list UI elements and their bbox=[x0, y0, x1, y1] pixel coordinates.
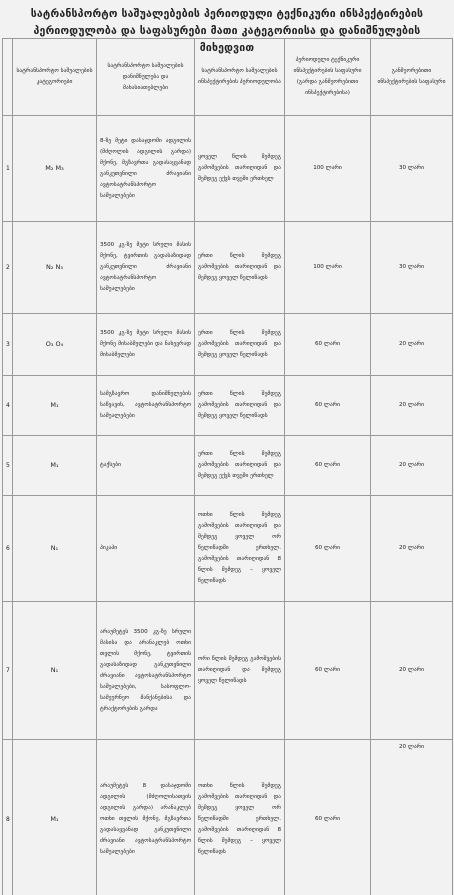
row-period: ორი წლის შემდეგ გამოშვების თარიღიდან და შემდეგ ყოველ წელიწადს bbox=[195, 602, 285, 740]
row-reinspection-fee: 20 ლარი bbox=[371, 376, 453, 436]
row-description: 8-ზე მეტი დასაჯდომი ადგილის (მძღოლის ადგილის გარდა) მქონე, მგზავრთა გადასაყვანად განკუთვნილი ძრავიანი ავტოსატრანსპორტო საშუალებები bbox=[97, 116, 195, 222]
row-period: ოთხი წლის შემდეგ გამოშვების თარიღიდან და შემდეგ ყოველ ორ წელიწადში ერთხელ. გამოშვების თარიღიდან 8 წლის შემდეგ – ყოველ წელიწადს bbox=[195, 740, 285, 895]
header-number bbox=[3, 39, 13, 116]
row-reinspection-fee-value: 20 ლარი bbox=[398, 744, 425, 750]
table-row bbox=[3, 602, 453, 740]
row-period: ერთი წლის შემდეგ გამოშვების თარიღიდან და შემდეგ ყოველ წელიწადს bbox=[195, 376, 285, 436]
row-number: 2 bbox=[3, 222, 13, 314]
row-category: N₂ N₃ bbox=[13, 222, 97, 314]
row-number: 7 bbox=[3, 602, 13, 740]
title-line-1: სატრანსპორტო საშუალებების პერიოდული ტექნიკური ინსპექტირების bbox=[30, 8, 424, 20]
row-number: 6 bbox=[3, 496, 13, 602]
row-number: 5 bbox=[3, 436, 13, 496]
row-category: M₁ bbox=[13, 376, 97, 436]
header-category: სატრანსპორტო საშუალების კატეგორიები bbox=[13, 39, 97, 116]
row-reinspection-fee bbox=[371, 740, 453, 895]
table-row bbox=[3, 496, 453, 602]
row-fee: 60 ლარი bbox=[285, 376, 371, 436]
row-number: 4 bbox=[3, 376, 13, 436]
row-period: ერთი წლის შემდეგ გამოშვების თარიღიდან და შემდეგ ყოველ წელიწადს bbox=[195, 314, 285, 376]
row-category: M₁ bbox=[13, 740, 97, 895]
header-fee: პერიოდული ტექნიკური ინსპექტირების საფასური (გარდა განმეორებითი ინსპექტირებისა) bbox=[285, 39, 371, 116]
table-row bbox=[3, 116, 453, 222]
row-reinspection-fee: 20 ლარი bbox=[371, 602, 453, 740]
title-line-2: პერიოდულობა და საფასურები მათი კატეგორიისა და დანიშნულების მიხედვით bbox=[33, 25, 421, 54]
row-reinspection-fee: 20 ლარი bbox=[371, 496, 453, 602]
row-fee: 100 ლარი bbox=[285, 222, 371, 314]
row-description: სამგზავრო დანიშნულების საწვავის, ავტოსატრანსპორტო საშუალებები bbox=[97, 376, 195, 436]
row-period: ერთი წლის შემდეგ გამოშვების თარიღიდან და შემდეგ ყოველ წელიწადს bbox=[195, 222, 285, 314]
row-number: 3 bbox=[3, 314, 13, 376]
header-reinspection-fee: განმეორებითი ინსპექტირების საფასური bbox=[371, 39, 453, 116]
row-description: პიკაპი bbox=[97, 496, 195, 602]
row-category: M₂ M₃ bbox=[13, 116, 97, 222]
row-fee: 60 ლარი bbox=[285, 496, 371, 602]
row-period: ყოველ წლის შემდეგ გამოშვების თარიღიდან და შემდეგ ექვს თვეში ერთხელ bbox=[195, 116, 285, 222]
row-description: არაუმეტეს 3500 კგ-ზე სრული მასისა და არანაკლებ ოთხი თვლის მქონე, ტვირთის გადასაზიდად განკუთვნილი ძრავიანი ავტოსატრანსპორტო საშუალებები, სასოფლო-სამეურნეო მანქანებისა და ტრაქტორების გარდა bbox=[97, 602, 195, 740]
row-category: N₁ bbox=[13, 602, 97, 740]
row-description: არაუმეტეს 8 დასაჯდომი ადგილის (მძღოლისათვის ადგილის გარდა) არანაკლებ ოთხი თვლის მქონე, მგზავრთა გადასაყვანად განკუთვნილი ძრავიანი ავტოსატრანსპორტო საშუალებები bbox=[97, 740, 195, 895]
row-description: ტაქსები bbox=[97, 436, 195, 496]
row-description: 3500 კგ-ზე მეტი სრული მასის მქონე მისაბმელები და ნახევრად მისაბმელები bbox=[97, 314, 195, 376]
table-row bbox=[3, 314, 453, 376]
header-purpose: სატრანსპორტო საშუალების დანიშნულება და მახასიათებლები bbox=[97, 39, 195, 116]
table-row bbox=[3, 740, 453, 895]
row-description: 3500 კგ-ზე მეტი სრული მასის მქონე, ტვირთის გადასაზიდად განკუთვნილი ძრავიანი ავტოსატრანსპორტო საშუალებები bbox=[97, 222, 195, 314]
row-category: N₁ bbox=[13, 496, 97, 602]
row-reinspection-fee: 20 ლარი bbox=[371, 436, 453, 496]
row-reinspection-fee: 30 ლარი bbox=[371, 222, 453, 314]
row-period: ოთხი წლის შემდეგ გამოშვების თარიღიდან და შემდეგ ყოველ ორ წელიწადში ერთხელ. გამოშვების თარიღიდან 8 წლის შემდეგ – ყოველ წელიწადს bbox=[195, 496, 285, 602]
row-number: 8 bbox=[3, 740, 13, 895]
table-row bbox=[3, 436, 453, 496]
page-title bbox=[0, 0, 454, 54]
row-reinspection-fee: 20 ლარი bbox=[371, 314, 453, 376]
row-category: O₃ O₄ bbox=[13, 314, 97, 376]
row-reinspection-fee: 30 ლარი bbox=[371, 116, 453, 222]
header-period: სატრანსპორტო საშუალების ინსპექტირების პერიოდულობა bbox=[195, 39, 285, 116]
row-fee: 60 ლარი bbox=[285, 314, 371, 376]
row-fee: 60 ლარი bbox=[285, 436, 371, 496]
row-fee: 60 ლარი bbox=[285, 740, 371, 895]
row-number: 1 bbox=[3, 116, 13, 222]
row-fee: 60 ლარი bbox=[285, 602, 371, 740]
row-fee: 100 ლარი bbox=[285, 116, 371, 222]
inspection-table bbox=[2, 38, 453, 895]
row-period: ერთი წლის შემდეგ გამოშვების თარიღიდან და შემდეგ ექვს თვეში ერთხელ bbox=[195, 436, 285, 496]
row-category: M₁ bbox=[13, 436, 97, 496]
table-row bbox=[3, 222, 453, 314]
table-row bbox=[3, 376, 453, 436]
